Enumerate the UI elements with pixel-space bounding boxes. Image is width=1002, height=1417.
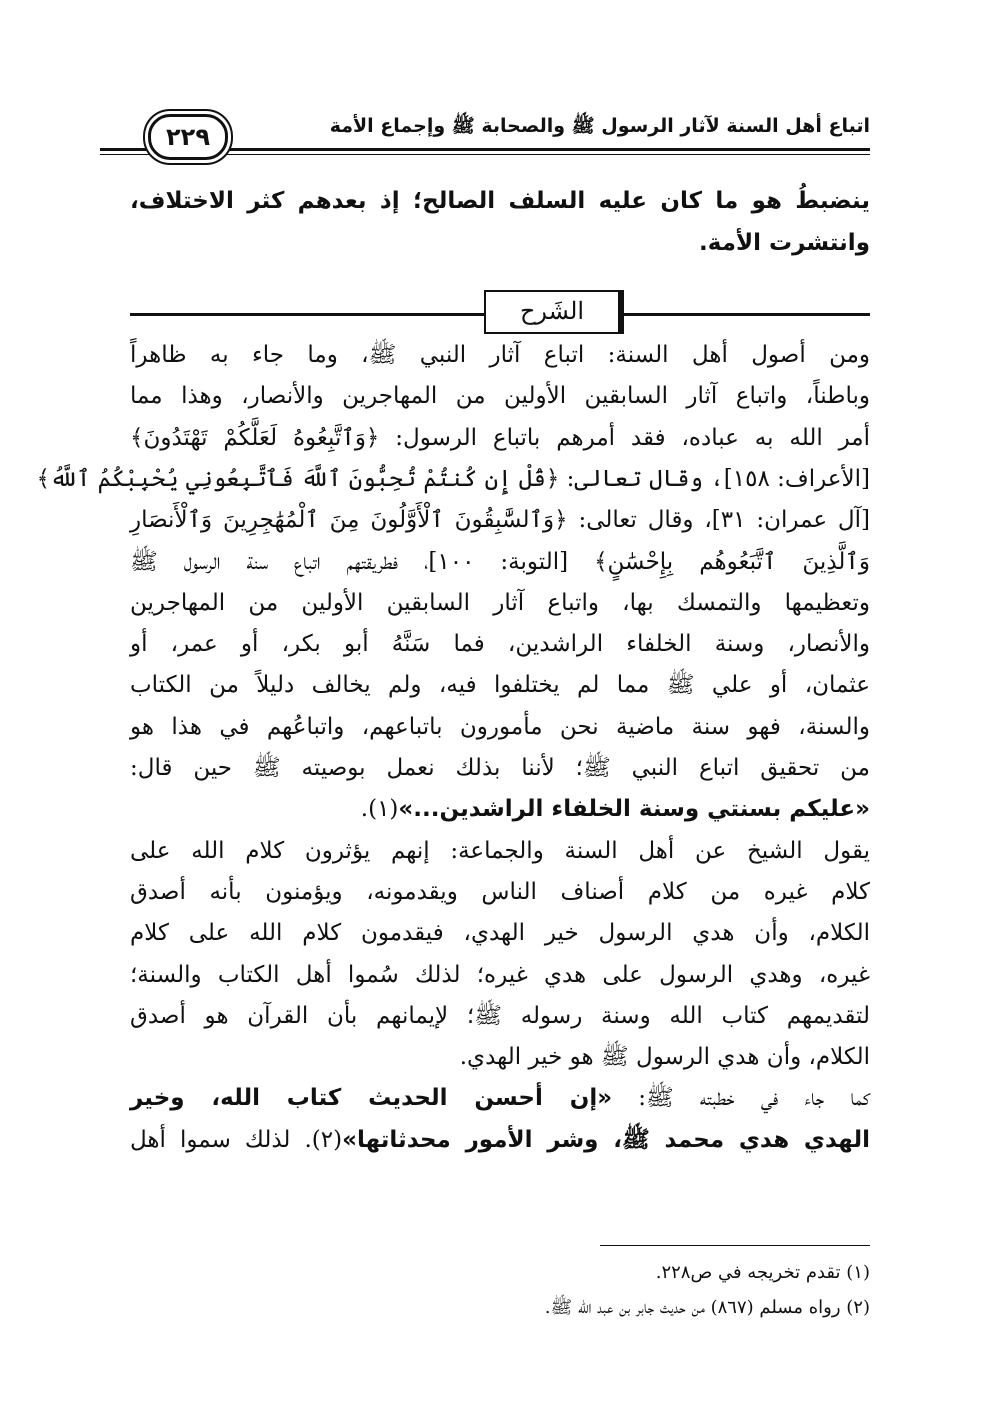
paragraph-line: [36, 464, 870, 494]
text-segment: وتعظيمها والتمسك بها، واتباع آثار السابقين الأولين من المهاجرين: [130, 589, 870, 616]
text-segment: كما جاء في خطبته ﷺ:: [612, 1085, 871, 1112]
section-divider: [130, 290, 870, 330]
intro-line: ينضبطُ هو ما كان عليه السلف الصالح؛ إذ بعدهم كثر الاختلاف،: [130, 188, 870, 214]
text-segment: الكلام، وأن هدي الرسول ﷺ هو خير الهدي.: [459, 1044, 870, 1071]
paragraph-line: [130, 423, 870, 453]
paragraph-line: [130, 547, 870, 577]
paragraph-line: [130, 712, 870, 742]
section-heading: الشَرح: [484, 290, 620, 334]
paragraph-line: [130, 1083, 870, 1113]
running-header: [100, 112, 870, 158]
quoted-text: «إن أحسن الحديث كتاب الله، وخير: [130, 1085, 613, 1112]
text-segment: غيره، وهدي الرسول على هدي غيره؛ لذلك سُموا أهل الكتاب والسنة؛: [130, 961, 870, 988]
text-segment: كلام غيره من كلام أصناف الناس ويقدمونه، ويؤمنون بأنه أصدق: [130, 878, 870, 905]
text-segment: [آل عمران: ٣١]، وقال تعالى: ﴿وَٱلسَّٰبِقُونَ ٱلْأَوَّلُونَ مِنَ ٱلْمُهَٰجِرِينَ وَٱلْأَنصَارِ: [130, 507, 870, 534]
paragraph-line: [130, 918, 870, 948]
paragraph-line: [130, 629, 870, 659]
paragraph-line: [130, 670, 870, 700]
text-segment: أمر الله به عباده، فقد أمرهم باتباع الرسول: ﴿وَٱتَّبِعُوهُ لَعَلَّكُمْ تَهْتَدُونَ﴾: [130, 424, 870, 451]
text-segment: وباطناً، واتباع آثار السابقين الأولين من المهاجرين والأنصار، وهذا مما: [130, 383, 870, 410]
paragraph-line: [130, 877, 870, 907]
paragraph-line: [130, 960, 870, 990]
quoted-text: «عليكم بسنتي وسنة الخلفاء الراشدين...»: [398, 796, 870, 823]
text-segment: (٢). لذلك سموا أهل: [130, 1126, 343, 1153]
paragraph-line: [130, 1125, 870, 1155]
paragraph-line: [130, 505, 870, 535]
footnote: (١) تقدم تخريجه في ص٢٢٨.: [655, 1262, 870, 1283]
text-segment: وَٱلَّذِينَ ٱتَّبَعُوهُم بِإِحْسَٰنٍ﴾ [التوبة: ١٠٠]، فطريقتهم اتباع سنة الرسول ﷺ: [130, 548, 870, 575]
intro-line: وانتشرت الأمة.: [699, 230, 870, 256]
paragraph-line: [130, 1001, 870, 1031]
footnote: (٢) رواه مسلم (٨٦٧) من حديث جابر بن عبد الله ﷺ.: [544, 1297, 870, 1318]
paragraph-line: [130, 1042, 870, 1072]
page-number: ٢٢٩: [148, 114, 228, 160]
text-segment: عثمان، أو علي ﷺ مما لم يختلفوا فيه، ولم يخالف دليلاً من الكتاب: [130, 672, 870, 699]
paragraph-line: [130, 836, 870, 866]
text-segment: والأنصار، وسنة الخلفاء الراشدين، فما سَنَّهُ أبو بكر، أو عمر، أو: [130, 631, 870, 658]
paragraph-line: [130, 753, 870, 783]
paragraph-line: [130, 381, 870, 411]
footnote-rule: [600, 1245, 870, 1246]
text-segment: لتقديمهم كتاب الله وسنة رسوله ﷺ؛ لإيمانهم بأن القرآن هو أصدق: [130, 1002, 870, 1029]
header-title: اتباع أهل السنة لآثار الرسول ﷺ والصحابة ﷺ وإجماع الأمة: [329, 115, 870, 137]
text-segment: ومن أصول أهل السنة: اتباع آثار النبي ﷺ، وما جاء به ظاهراً: [130, 342, 870, 368]
text-segment: من تحقيق اتباع النبي ﷺ؛ لأننا بذلك نعمل بوصيته ﷺ حين قال:: [130, 755, 870, 781]
paragraph-line: [130, 794, 870, 824]
text-segment: (١).: [360, 796, 399, 823]
quoted-text: الهدي هدي محمد ﷺ، وشر الأمور محدثاتها»: [342, 1126, 870, 1153]
text-segment: والسنة، فهو سنة ماضية نحن مأمورون باتباعهم، واتباعُهم في هذا هو: [130, 713, 870, 740]
paragraph-line: [130, 588, 870, 618]
text-segment: يقول الشيخ عن أهل السنة والجماعة: إنهم يؤثرون كلام الله على: [130, 837, 870, 864]
text-segment: الكلام، وأن هدي الرسول خير الهدي، فيقدمون كلام الله على كلام: [130, 920, 870, 947]
text-segment: [الأعراف: ١٥٨]، وقال تعالى: ﴿قُلْ إِن كُنتُمْ تُحِبُّونَ ٱللَّهَ فَٱتَّبِعُونِي يُحْبِبْكُمُ ٱللَّهُ﴾: [36, 465, 870, 492]
paragraph-line: [130, 340, 870, 370]
